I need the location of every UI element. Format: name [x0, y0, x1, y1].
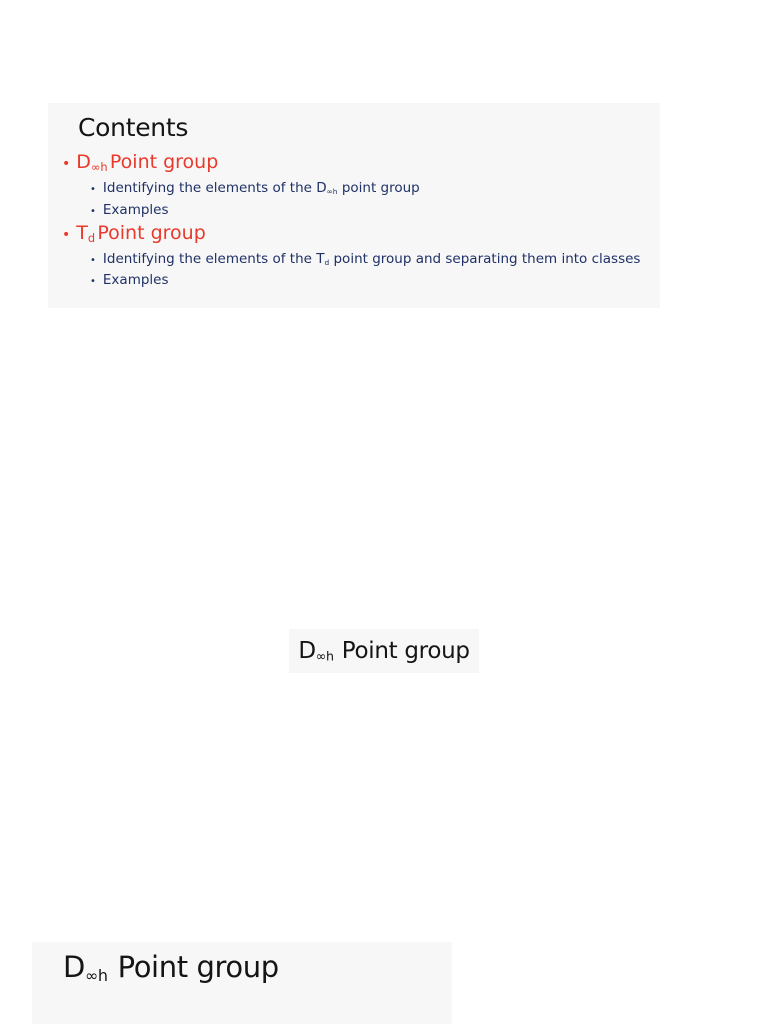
- bullet-icon: •: [90, 205, 96, 217]
- contents-subitem: • Identifying the elements of the $D_{\infty h}$ point group: [90, 179, 660, 201]
- contents-sublist: [62, 250, 660, 292]
- contents-item-label: Point group: [97, 221, 206, 244]
- bullet-icon: •: [62, 226, 71, 243]
- section-title: $D_{\infty h}$ Point group: [298, 638, 470, 664]
- contents-title: Contents: [78, 113, 189, 142]
- point-group-symbol: $D_{\infty h}$: [316, 179, 338, 196]
- contents-item-heading: [62, 150, 660, 179]
- point-group-symbol: $T_d$: [76, 221, 96, 245]
- bullet-icon: •: [62, 156, 71, 172]
- contents-item-dinfh: [62, 150, 660, 221]
- point-group-symbol: $D_{\infty h}$: [76, 151, 108, 174]
- section-title-slide: [289, 629, 479, 673]
- point-group-slide: [32, 942, 452, 1024]
- point-group-symbol: $T_d$: [316, 250, 330, 267]
- contents-subitem: • Identifying the elements of the $T_d$ point group and separating them into classes: [90, 250, 660, 272]
- bullet-icon: •: [90, 254, 96, 266]
- contents-subitem: • Examples: [90, 201, 660, 221]
- contents-sublist: [62, 179, 660, 221]
- contents-slide: [48, 103, 660, 308]
- contents-list: [62, 150, 660, 291]
- bullet-icon: •: [90, 183, 96, 195]
- contents-item-label: Point group: [109, 151, 219, 173]
- contents-item-heading: [62, 221, 660, 250]
- bullet-icon: •: [90, 276, 96, 288]
- contents-subitem: • Examples: [90, 271, 660, 291]
- contents-item-td: [62, 221, 660, 292]
- slide-title: $D_{\infty h}$ Point group: [63, 950, 279, 985]
